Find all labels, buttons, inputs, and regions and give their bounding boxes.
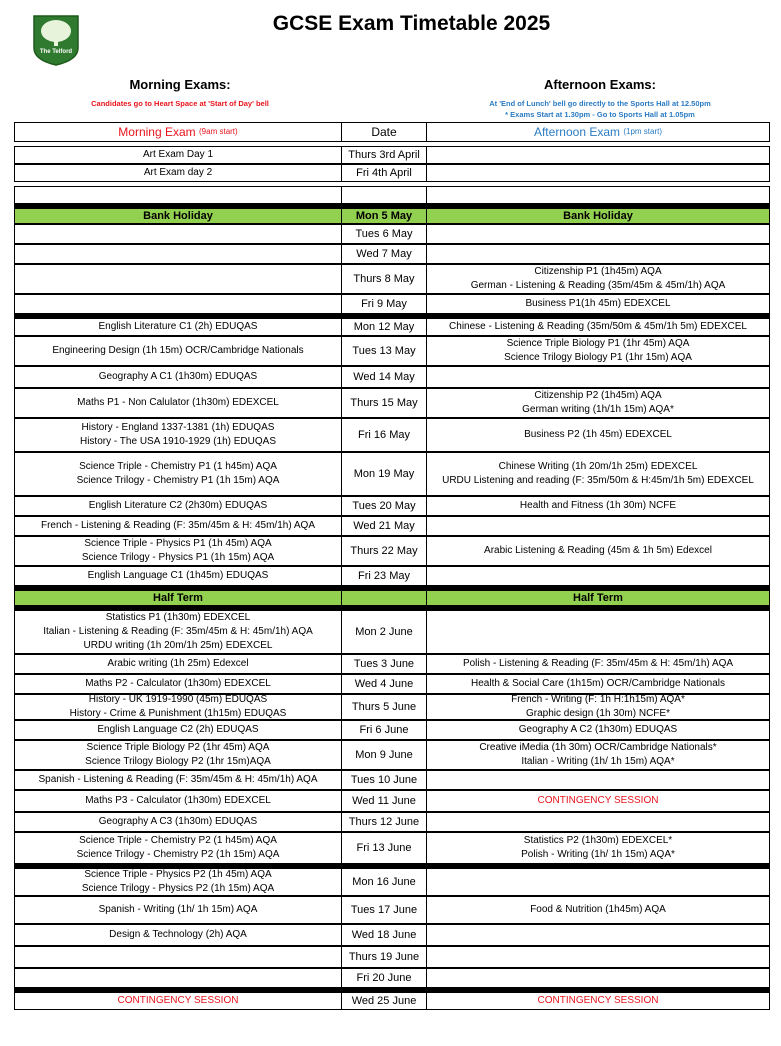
afternoon-exam-cell: Half Term [426,590,770,606]
morning-exam-cell [14,244,342,264]
date-cell: Wed 4 June [342,674,426,694]
date-cell: Mon 5 May [342,208,426,224]
morning-exam-cell: Maths P2 - Calculator (1h30m) EDEXCEL [14,674,342,694]
table-row [14,294,770,314]
header-afternoon-time: (1pm start) [623,127,663,136]
date-cell: Wed 25 June [342,992,426,1010]
morning-exams-section [60,77,300,109]
table-row [14,586,770,606]
afternoon-note-1: At 'End of Lunch' bell go directly to the Sports Hall at 12.50pm [489,99,711,108]
morning-exam-cell: Science Triple - Physics P2 (1h 45m) AQA Science Trilogy - Physics P2 (1h 15m) AQA [14,868,342,896]
date-cell: Tues 13 May [342,336,426,366]
morning-exam-cell: Science Triple - Chemistry P2 (1 h45m) AQA Science Trilogy - Chemistry P2 (1h 15m) AQA [14,832,342,864]
afternoon-exams-section [480,77,720,120]
afternoon-exam-cell: Business P1(1h 45m) EDEXCEL [426,294,770,314]
date-cell: Tues 10 June [342,770,426,790]
afternoon-exam-cell [426,924,770,946]
date-cell: Thurs 15 May [342,388,426,418]
afternoon-exam-cell [426,566,770,586]
table-row [14,496,770,516]
table-row [14,244,770,264]
afternoon-exam-cell [426,164,770,182]
date-cell: Thurs 19 June [342,946,426,968]
date-cell: Wed 21 May [342,516,426,536]
afternoon-exam-cell [426,244,770,264]
exam-timetable [14,122,770,1010]
afternoon-exam-cell [426,224,770,244]
table-row [14,694,770,720]
afternoon-exam-cell: Statistics P2 (1h30m) EDEXCEL* Polish - Writing (1h/ 1h 15m) AQA* [426,832,770,864]
date-cell: Wed 18 June [342,924,426,946]
date-cell: Fri 20 June [342,968,426,988]
afternoon-exam-cell: Citizenship P1 (1h45m) AQA German - Listening & Reading (35m/45m & 45m/1h) AQA [426,264,770,294]
morning-exam-cell: Design & Technology (2h) AQA [14,924,342,946]
afternoon-exam-cell: CONTINGENCY SESSION [426,992,770,1010]
table-row [14,606,770,654]
morning-exam-cell: CONTINGENCY SESSION [14,992,342,1010]
table-row [14,740,770,770]
date-cell: Wed 7 May [342,244,426,264]
afternoon-exam-cell: Geography A C2 (1h30m) EDUQAS [426,720,770,740]
afternoon-exam-cell [426,770,770,790]
morning-exam-cell [14,946,342,968]
table-row [14,146,770,164]
header-afternoon [426,122,770,142]
header-morning-time: (9am start) [199,127,238,136]
afternoon-exam-cell: Health & Social Care (1h15m) OCR/Cambridge Nationals [426,674,770,694]
morning-exam-cell: Geography A C3 (1h30m) EDUQAS [14,812,342,832]
table-row [14,452,770,496]
date-cell: Thurs 8 May [342,264,426,294]
date-cell: Mon 19 May [342,452,426,496]
afternoon-exam-cell: Science Triple Biology P1 (1hr 45m) AQA Science Trilogy Biology P1 (1hr 15m) AQA [426,336,770,366]
afternoon-exam-cell: Business P2 (1h 45m) EDEXCEL [426,418,770,452]
table-row [14,264,770,294]
date-cell: Fri 13 June [342,832,426,864]
morning-exam-cell: Engineering Design (1h 15m) OCR/Cambridge Nationals [14,336,342,366]
afternoon-exam-cell: Creative iMedia (1h 30m) OCR/Cambridge Nationals* Italian - Writing (1h/ 1h 15m) AQA* [426,740,770,770]
afternoon-exam-cell: Arabic Listening & Reading (45m & 1h 5m) Edexcel [426,536,770,566]
table-row [14,946,770,968]
table-row [14,896,770,924]
afternoon-heading: Afternoon Exams: [544,77,656,92]
table-row [14,654,770,674]
morning-exam-cell: Art Exam day 2 [14,164,342,182]
header-date: Date [342,122,426,142]
table-row [14,336,770,366]
morning-exam-cell: English Language C2 (2h) EDUQAS [14,720,342,740]
date-cell: Tues 6 May [342,224,426,244]
date-cell: Tues 20 May [342,496,426,516]
morning-exam-cell: Art Exam Day 1 [14,146,342,164]
table-row [14,968,770,988]
morning-exam-cell: History - UK 1919-1990 (45m) EDUQAS History - Crime & Punishment (1h15m) EDUQAS [14,694,342,720]
afternoon-exam-cell: Chinese - Listening & Reading (35m/50m & 45m/1h 5m) EDEXCEL [426,318,770,336]
date-cell: Thurs 3rd April [342,146,426,164]
table-row [14,164,770,182]
date-cell: Wed 11 June [342,790,426,812]
morning-exam-cell: Science Triple - Physics P1 (1h 45m) AQA Science Trilogy - Physics P1 (1h 15m) AQA [14,536,342,566]
afternoon-exam-cell: CONTINGENCY SESSION [426,790,770,812]
date-cell: Fri 6 June [342,720,426,740]
table-row [14,790,770,812]
date-cell: Mon 12 May [342,318,426,336]
morning-exam-cell: English Literature C1 (2h) EDUQAS [14,318,342,336]
morning-exam-cell [14,186,342,204]
svg-text:The Telford: The Telford [39,49,73,55]
table-header [14,122,770,142]
date-cell: Fri 9 May [342,294,426,314]
morning-exam-cell: French - Listening & Reading (F: 35m/45m & H: 45m/1h) AQA [14,516,342,536]
morning-exam-cell: Spanish - Writing (1h/ 1h 15m) AQA [14,896,342,924]
morning-exam-cell: Bank Holiday [14,208,342,224]
date-cell: Tues 17 June [342,896,426,924]
table-row [14,832,770,864]
date-cell: Fri 4th April [342,164,426,182]
morning-exam-cell: Science Triple Biology P2 (1hr 45m) AQA Science Trilogy Biology P2 (1hr 15m)AQA [14,740,342,770]
table-row [14,204,770,224]
table-row [14,388,770,418]
afternoon-exam-cell [426,868,770,896]
morning-exam-cell [14,294,342,314]
afternoon-exam-cell [426,812,770,832]
morning-exam-cell: Science Triple - Chemistry P1 (1 h45m) AQA Science Trilogy - Chemistry P1 (1h 15m) AQA [14,452,342,496]
date-cell: Mon 16 June [342,868,426,896]
date-cell: Fri 16 May [342,418,426,452]
morning-exam-cell: English Literature C2 (2h30m) EDUQAS [14,496,342,516]
table-row [14,988,770,1010]
afternoon-exam-cell [426,146,770,164]
table-row [14,720,770,740]
date-cell: Tues 3 June [342,654,426,674]
morning-exam-cell: Maths P1 - Non Calulator (1h30m) EDEXCEL [14,388,342,418]
table-row [14,812,770,832]
morning-exam-cell: Half Term [14,590,342,606]
date-cell: Mon 9 June [342,740,426,770]
afternoon-exam-cell [426,516,770,536]
afternoon-exam-cell [426,610,770,654]
table-row [14,674,770,694]
afternoon-exam-cell [426,366,770,388]
morning-exam-cell: Arabic writing (1h 25m) Edexcel [14,654,342,674]
afternoon-exam-cell [426,968,770,988]
table-row [14,418,770,452]
afternoon-exam-cell: French - Writing (F: 1h H:1h15m) AQA* Graphic design (1h 30m) NCFE* [426,694,770,720]
table-row [14,366,770,388]
morning-exam-cell: Spanish - Listening & Reading (F: 35m/45m & H: 45m/1h) AQA [14,770,342,790]
table-row [14,924,770,946]
morning-exam-cell: English Language C1 (1h45m) EDUQAS [14,566,342,586]
afternoon-note-2: * Exams Start at 1.30pm - Go to Sports Hall at 1.05pm [505,110,695,119]
afternoon-exam-cell: Health and Fitness (1h 30m) NCFE [426,496,770,516]
afternoon-exam-cell: Citizenship P2 (1h45m) AQA German writing (1h/1h 15m) AQA* [426,388,770,418]
table-row [14,186,770,204]
date-cell: Thurs 12 June [342,812,426,832]
date-cell: Mon 2 June [342,610,426,654]
morning-exam-cell [14,224,342,244]
table-row [14,536,770,566]
date-cell [342,590,426,606]
table-row [14,770,770,790]
header-afternoon-label: Afternoon Exam [533,125,621,139]
morning-heading: Morning Exams: [129,77,231,92]
afternoon-exam-cell: Polish - Listening & Reading (F: 35m/45m & H: 45m/1h) AQA [426,654,770,674]
morning-exam-cell [14,968,342,988]
afternoon-exam-cell [426,946,770,968]
date-cell: Wed 14 May [342,366,426,388]
table-row [14,224,770,244]
morning-exam-cell: Maths P3 - Calculator (1h30m) EDEXCEL [14,790,342,812]
afternoon-note [480,98,720,120]
date-cell [342,186,426,204]
morning-exam-cell: Statistics P1 (1h30m) EDEXCEL Italian - Listening & Reading (F: 35m/45m & H: 45m/1h) AQA URDU writing (1h 20m/1h 25m) EDEXCEL [14,610,342,654]
table-row [14,314,770,336]
date-cell: Thurs 22 May [342,536,426,566]
afternoon-exam-cell: Bank Holiday [426,208,770,224]
morning-exam-cell: Geography A C1 (1h30m) EDUQAS [14,366,342,388]
morning-note: Candidates go to Heart Space at 'Start of Day' bell [91,99,269,108]
afternoon-exam-cell [426,186,770,204]
table-row [14,516,770,536]
afternoon-exam-cell: Food & Nutrition (1h45m) AQA [426,896,770,924]
table-row [14,864,770,896]
date-cell: Thurs 5 June [342,694,426,720]
header-morning-label: Morning Exam [118,125,196,139]
date-cell: Fri 23 May [342,566,426,586]
header-morning [14,122,342,142]
table-row [14,566,770,586]
morning-exam-cell [14,264,342,294]
afternoon-exam-cell: Chinese Writing (1h 20m/1h 25m) EDEXCEL URDU Listening and reading (F: 35m/50m & H:45m/1h 5m) EDEXCEL [426,452,770,496]
page-title: GCSE Exam Timetable 2025 [272,12,551,35]
morning-exam-cell: History - England 1337-1381 (1h) EDUQAS History - The USA 1910-1929 (1h) EDUQAS [14,418,342,452]
